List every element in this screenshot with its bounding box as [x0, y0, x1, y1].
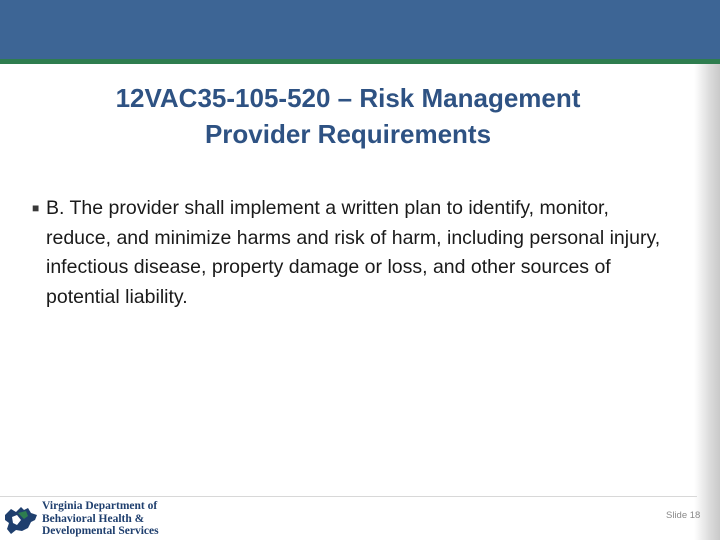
bullet-item: [32, 194, 672, 312]
right-edge-shadow: [694, 64, 720, 540]
slide-number: Slide 18: [666, 510, 701, 521]
virginia-state-map-icon: [4, 501, 38, 537]
dbhds-logo: [4, 499, 176, 539]
footer-divider: [0, 496, 697, 497]
logo-text-line-3: Developmental Services: [42, 525, 159, 537]
logo-text-line-2: Behavioral Health &: [42, 512, 145, 525]
header-band: [0, 0, 720, 59]
logo-text-line-1: Virginia Department of: [42, 500, 158, 512]
square-bullet-icon: ■: [32, 201, 40, 215]
slide-title-line-1: 12VAC35-105-520 – Risk Management: [115, 83, 581, 113]
slide-title: [40, 80, 656, 152]
slide-title-line-2: Provider Requirements: [204, 119, 492, 149]
bullet-text: B. The provider shall implement a written plan to identify, monitor, reduce, and minimize harms and risk of harm, including personal injury, infectious disease, property damage or loss, and other sources of potential liability.: [46, 197, 661, 308]
header-accent-stripe: [0, 59, 720, 64]
